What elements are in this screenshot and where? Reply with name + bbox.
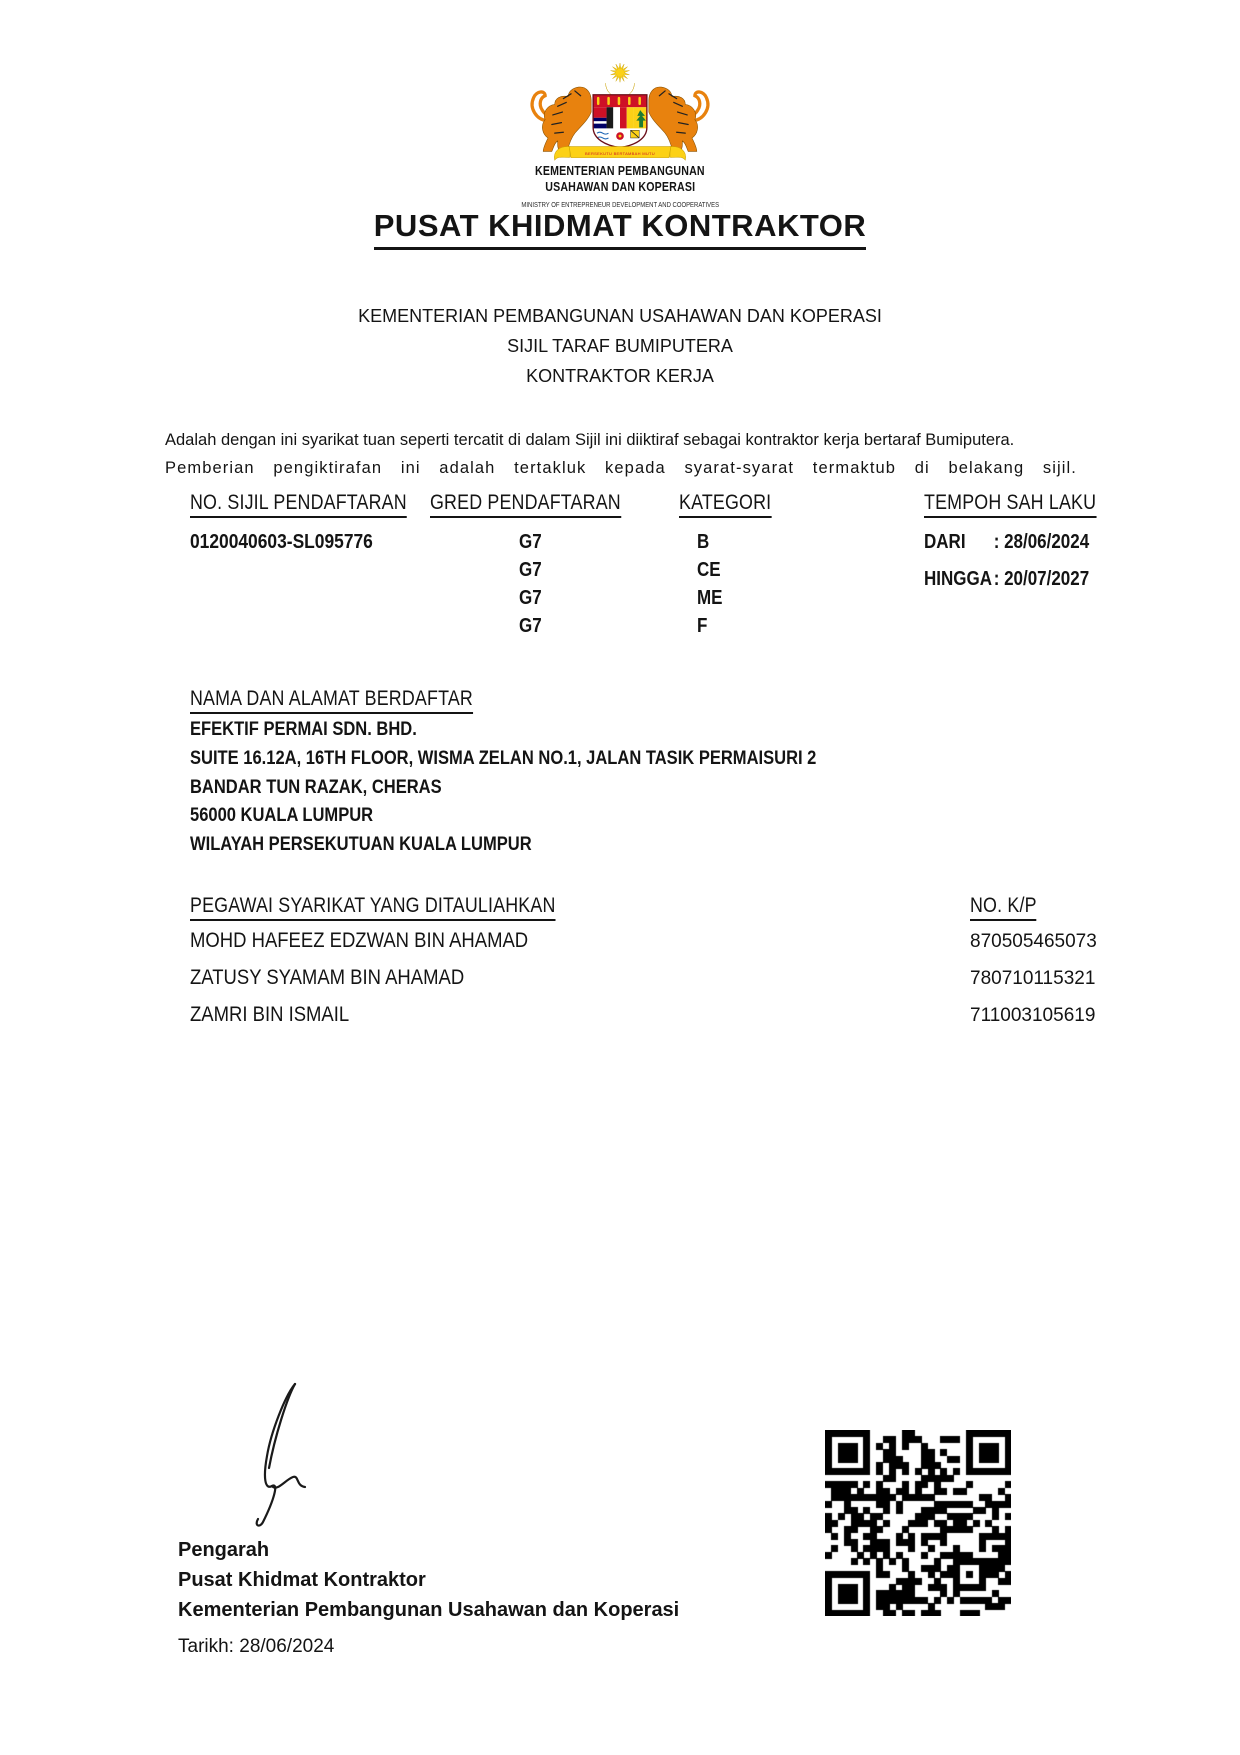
officer-name: ZATUSY SYAMAM BIN AHAMAD bbox=[190, 966, 465, 989]
officer-name: MOHD HAFEEZ EDZWAN BIN AHAMAD bbox=[190, 929, 529, 952]
company-address-line: SUITE 16.12A, 16TH FLOOR, WISMA ZELAN NO.1, JALAN TASIK PERMAISURI 2 bbox=[190, 748, 817, 769]
page-title: PUSAT KHIDMAT KONTRAKTOR bbox=[0, 208, 1240, 250]
gred-value: G7 bbox=[518, 615, 542, 637]
section-header-officers: PEGAWAI SYARIKAT YANG DITAULIAHKAN bbox=[190, 894, 620, 918]
officer-kp-number: 711003105619 bbox=[970, 1005, 1096, 1026]
officer-name: ZAMRI BIN ISMAIL bbox=[190, 1003, 350, 1026]
column-header-kp: NO. K/P bbox=[970, 894, 1048, 918]
intro-line2: Pemberian pengiktirafan ini adalah tertakluk kepada syarat-syarat termaktub di belakang sijil. bbox=[165, 459, 1077, 477]
director-signature bbox=[225, 1376, 340, 1528]
kategori-value: F bbox=[697, 615, 708, 637]
signer-org-line1: Pusat Khidmat Kontraktor bbox=[178, 1569, 426, 1591]
malaysia-coat-of-arms-icon bbox=[500, 60, 740, 164]
company-name: EFEKTIF PERMAI SDN. BHD. bbox=[190, 719, 417, 740]
validity-until: HINGGA: 20/07/2027 bbox=[924, 568, 1090, 590]
signer-org-line2: Kementerian Pembangunan Usahawan dan Koperasi bbox=[178, 1599, 680, 1621]
intro-line1: Adalah dengan ini syarikat tuan seperti tercatit di dalam Sijil ini diiktiraf sebagai kontraktor kerja bertaraf Bumiputera. bbox=[165, 431, 1015, 449]
column-header-no-sijil: NO. SIJIL PENDAFTARAN bbox=[190, 491, 445, 515]
validity-from: DARI : 28/06/2024 bbox=[924, 531, 1090, 553]
subtitle-ministry: KEMENTERIAN PEMBANGUNAN USAHAWAN DAN KOPERASI bbox=[358, 306, 882, 326]
company-address-line: BANDAR TUN RAZAK, CHERAS bbox=[190, 777, 442, 798]
signer-title: Pengarah bbox=[178, 1539, 270, 1561]
subtitle-contractor-type: KONTRAKTOR KERJA bbox=[526, 366, 714, 386]
certificate-number: 0120040603-SL095776 bbox=[190, 531, 373, 553]
column-header-tempoh: TEMPOH SAH LAKU bbox=[924, 491, 1127, 515]
officer-kp-number: 870505465073 bbox=[970, 931, 1097, 952]
kategori-value: CE bbox=[697, 559, 721, 581]
section-header-company: NAMA DAN ALAMAT BERDAFTAR bbox=[190, 687, 523, 711]
gred-value: G7 bbox=[518, 559, 542, 581]
ministry-name-line2: USAHAWAN DAN KOPERASI bbox=[545, 180, 695, 194]
column-header-gred: GRED PENDAFTARAN bbox=[430, 491, 655, 515]
kategori-value: ME bbox=[697, 587, 723, 609]
ministry-name-english: MINISTRY OF ENTREPRENEUR DEVELOPMENT AND COOPERATIVES bbox=[521, 202, 719, 209]
column-header-kategori: KATEGORI bbox=[679, 491, 788, 515]
crest-motto: BERSEKUTU BERTAMBAH MUTU bbox=[585, 150, 655, 156]
ministry-name-line1: KEMENTERIAN PEMBANGUNAN bbox=[535, 164, 705, 178]
officer-kp-number: 780710115321 bbox=[970, 968, 1096, 989]
issue-date: Tarikh: 28/06/2024 bbox=[178, 1636, 335, 1657]
company-address-line: 56000 KUALA LUMPUR bbox=[190, 805, 374, 826]
kategori-value: B bbox=[697, 531, 710, 553]
gred-value: G7 bbox=[518, 587, 542, 609]
gred-value: G7 bbox=[518, 531, 542, 553]
qr-code bbox=[825, 1430, 1011, 1616]
subtitle-certificate-type: SIJIL TARAF BUMIPUTERA bbox=[507, 336, 733, 356]
company-address-line: WILAYAH PERSEKUTUAN KUALA LUMPUR bbox=[190, 834, 532, 855]
